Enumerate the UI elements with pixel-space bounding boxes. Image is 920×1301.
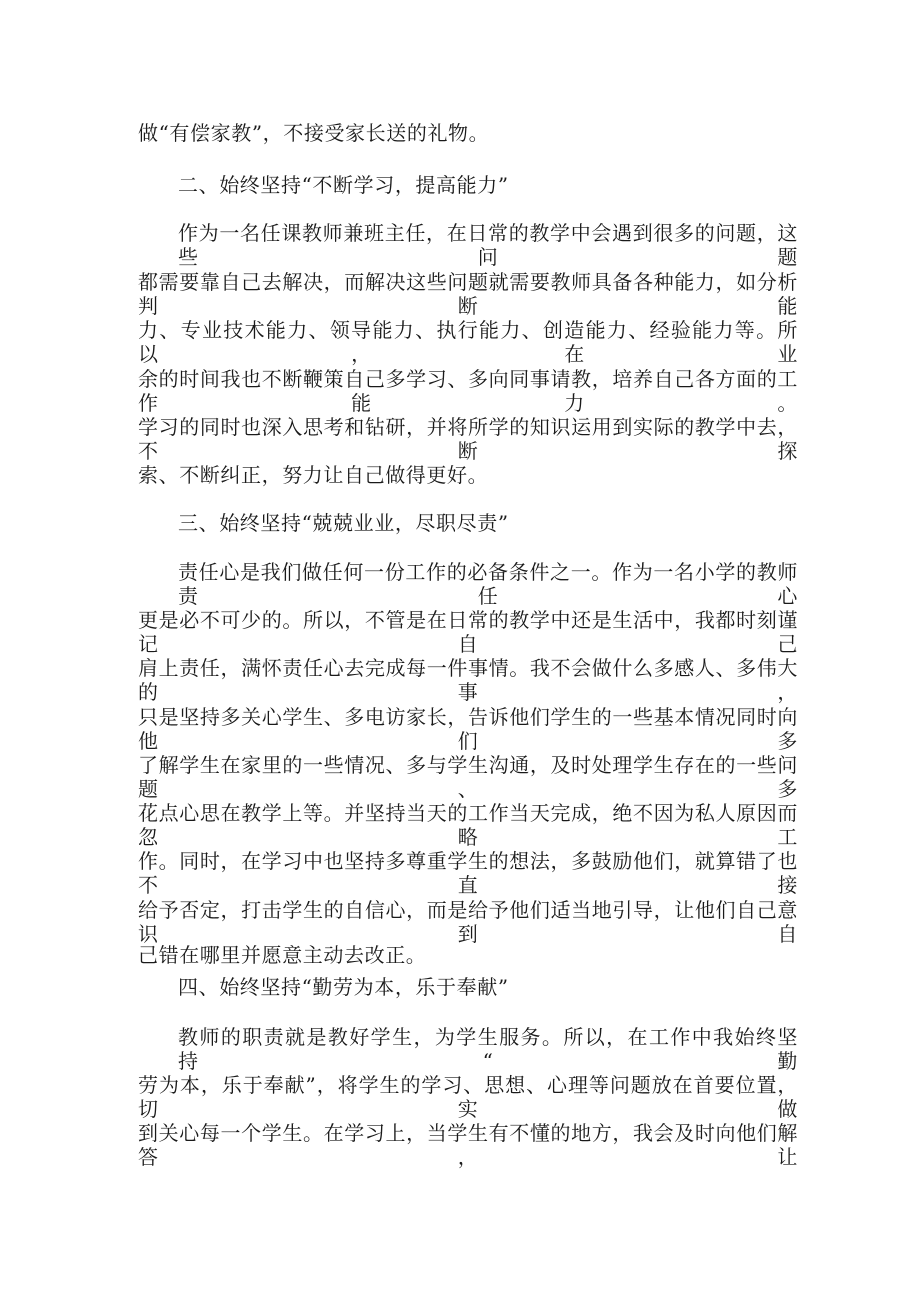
paragraph-line: 花点心思在教学上等。并坚持当天的工作当天完成，绝不因为私人原因而忽略工 [138, 801, 798, 849]
section-heading-4: 四、始终坚持“勤劳为本，乐于奉献” [178, 975, 509, 999]
paragraph-line: 更是必不可少的。所以，不管是在日常的教学中还是生活中，我都时刻谨记自己 [138, 608, 798, 656]
paragraph-line: 学习的同时也深入思考和钻研，并将所学的知识运用到实际的教学中去，不断探 [138, 415, 798, 463]
paragraph-line: 作。同时，在学习中也坚持多尊重学生的想法，多鼓励他们，就算错了也不直接 [138, 849, 798, 897]
paragraph-line: 都需要靠自己去解决，而解决这些问题就需要教师具备各种能力，如分析判断能 [138, 270, 798, 318]
paragraph-line: 力、专业技术能力、领导能力、执行能力、创造能力、经验能力等。所以，在业 [138, 318, 798, 366]
paragraph-line: 到关心每一个学生。在学习上，当学生有不懂的地方，我会及时向他们解答，让 [138, 1121, 798, 1169]
paragraph-line: 劳为本，乐于奉献”，将学生的学习、思想、心理等问题放在首要位置，切实做 [138, 1073, 798, 1121]
paragraph-line: 余的时间我也不断鞭策自己多学习、多向同事请教，培养自己各方面的工作能力。 [138, 367, 798, 415]
paragraph-line: 给予否定，打击学生的自信心，而是给予他们适当地引导，让他们自己意识到自 [138, 898, 798, 946]
paragraph-line: 责任心是我们做任何一份工作的必备条件之一。作为一名小学的教师责任心 [178, 560, 798, 608]
paragraph-line: 作为一名任课教师兼班主任，在日常的教学中会遇到很多的问题，这些问题 [178, 221, 798, 269]
paragraph-line: 肩上责任，满怀责任心去完成每一件事情。我不会做什么多感人、多伟大的事， [138, 656, 798, 704]
section-heading-2: 二、始终坚持“不断学习，提高能力” [178, 173, 509, 197]
paragraph-line: 教师的职责就是教好学生，为学生服务。所以，在工作中我始终坚持“勤 [178, 1025, 798, 1073]
paragraph-line: 只是坚持多关心学生、多电访家长，告诉他们学生的一些基本情况同时向他们多 [138, 705, 798, 753]
paragraph-line: 了解学生在家里的一些情况、多与学生沟通，及时处理学生存在的一些问题、多 [138, 753, 798, 801]
paragraph-line: 索、不断纠正，努力让自己做得更好。 [138, 463, 489, 487]
continuation-line: 做“有偿家教”，不接受家长送的礼物。 [138, 121, 490, 145]
paragraph-line: 己错在哪里并愿意主动去改正。 [138, 943, 427, 967]
section-heading-3: 三、始终坚持“兢兢业业，尽职尽责” [178, 511, 509, 535]
